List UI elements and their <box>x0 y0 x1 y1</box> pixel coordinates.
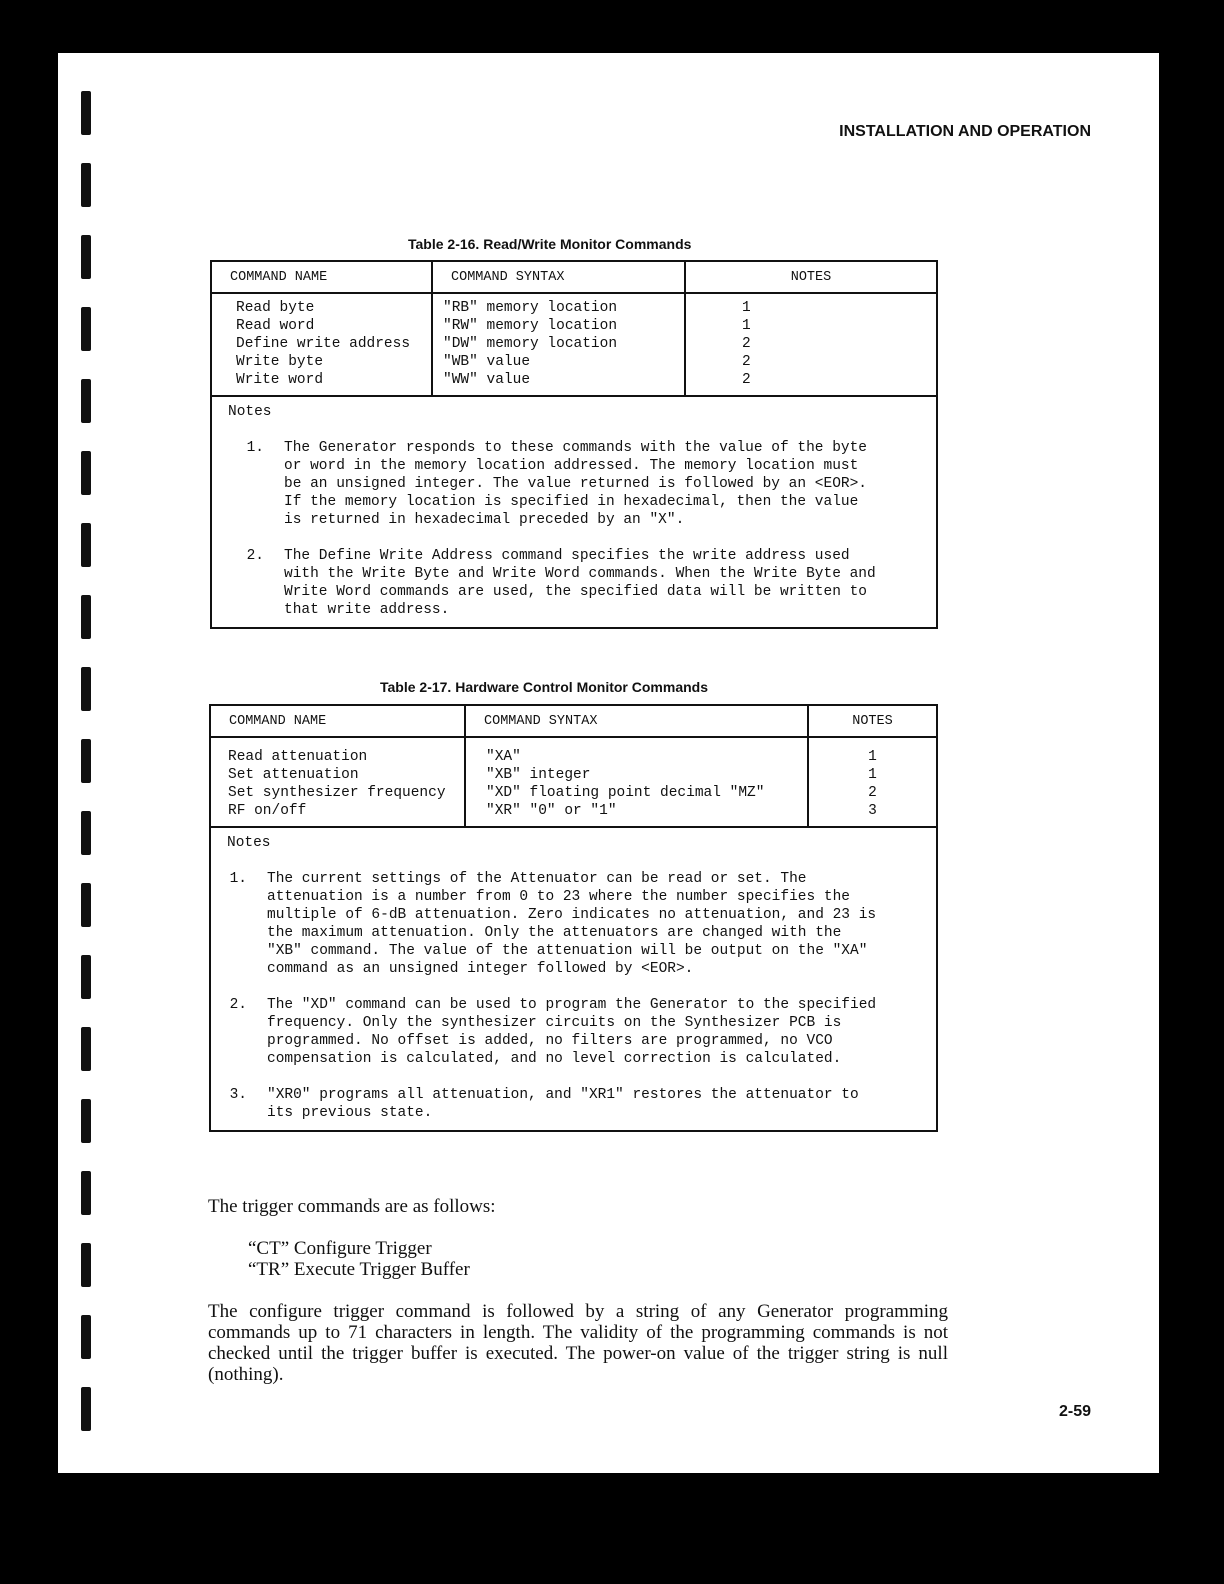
command-syntax-column <box>464 738 807 826</box>
table-cell: Write byte <box>236 354 324 370</box>
table-cell: Set synthesizer frequency <box>228 785 446 801</box>
command-name-column <box>211 738 464 826</box>
notes-title: Notes <box>228 404 272 420</box>
note-number: 2. <box>246 548 264 564</box>
note-line: be an unsigned integer. The value returned is followed by an <EOR>. <box>284 476 867 492</box>
note-line: attenuation is a number from 0 to 23 where the number specifies the <box>267 889 850 905</box>
document-page <box>58 53 1159 1473</box>
note-line: command as an unsigned integer followed by <EOR>. <box>267 961 694 977</box>
list-item: “CT” Configure Trigger <box>248 1238 432 1259</box>
table-cell: 2 <box>742 354 751 370</box>
trigger-intro: The trigger commands are as follows: <box>208 1196 496 1217</box>
binding-hole <box>81 1315 91 1359</box>
section-header: INSTALLATION AND OPERATION <box>839 123 1091 140</box>
notes-column <box>807 738 936 826</box>
binding-hole <box>81 1243 91 1287</box>
note-number: 1. <box>229 871 247 887</box>
note-line: "XR0" programs all attenuation, and "XR1" restores the attenuator to <box>267 1087 859 1103</box>
note-line: The current settings of the Attenuator can be read or set. The <box>267 871 807 887</box>
note-item <box>228 439 936 529</box>
table-cell: 2 <box>742 372 751 388</box>
table-cell: "XR" "0" or "1" <box>486 803 617 819</box>
column-header: COMMAND SYNTAX <box>431 262 684 292</box>
table-cell: "RB" memory location <box>443 300 618 316</box>
binding-hole <box>81 955 91 999</box>
binding-hole <box>81 1099 91 1143</box>
table-body <box>211 738 936 826</box>
binding-hole <box>81 1171 91 1215</box>
note-line: The Generator responds to these commands with the value of the byte <box>284 440 867 456</box>
note-line: with the Write Byte and Write Word commands. When the Write Byte and <box>284 566 876 582</box>
table-cell: 2 <box>868 785 877 801</box>
binding-hole <box>81 595 91 639</box>
binding-hole <box>81 667 91 711</box>
note-line: is returned in hexadecimal preceded by an "X". <box>284 512 685 528</box>
table-cell: Set attenuation <box>228 767 359 783</box>
binding-hole <box>81 811 91 855</box>
binding-hole <box>81 1387 91 1431</box>
table-cell: 1 <box>868 749 877 765</box>
notes-column <box>684 294 936 395</box>
binding-hole <box>81 739 91 783</box>
binding-hole <box>81 91 91 135</box>
note-line: its previous state. <box>267 1105 433 1121</box>
table-cell: Read byte <box>236 300 315 316</box>
column-header: COMMAND SYNTAX <box>464 706 807 736</box>
table-cell: Define write address <box>236 336 411 352</box>
table-cell: "WW" value <box>443 372 531 388</box>
note-item <box>228 547 936 619</box>
note-line: Write Word commands are used, the specified data will be written to <box>284 584 867 600</box>
trigger-paragraph: The configure trigger command is followed by a string of any Generator programming commands up to 71 characters in length. The validity of the programming commands is not checked until the trigger buffer is executed. The power-on value of the trigger string is null (nothing). <box>208 1301 948 1385</box>
note-number: 1. <box>246 440 264 456</box>
column-header: NOTES <box>684 262 936 292</box>
table-caption: Table 2-16. Read/Write Monitor Commands <box>408 236 692 252</box>
binding-hole <box>81 451 91 495</box>
table-cell: 1 <box>742 318 751 334</box>
note-line: The Define Write Address command specifies the write address used <box>284 548 850 564</box>
table-caption: Table 2-17. Hardware Control Monitor Commands <box>380 679 709 695</box>
command-syntax-column <box>431 294 684 395</box>
note-line: compensation is calculated, and no level correction is calculated. <box>267 1051 842 1067</box>
table-cell: "XB" integer <box>486 767 591 783</box>
binding-hole <box>81 163 91 207</box>
table-cell: RF on/off <box>228 803 307 819</box>
binding-hole <box>81 523 91 567</box>
note-line: that write address. <box>284 602 450 618</box>
table-notes <box>211 826 936 1130</box>
table-cell: 1 <box>742 300 751 316</box>
table-cell: Read attenuation <box>228 749 368 765</box>
table-cell: "WB" value <box>443 354 531 370</box>
note-number: 3. <box>229 1087 247 1103</box>
table-cell: "DW" memory location <box>443 336 618 352</box>
note-line: the maximum attenuation. Only the attenuators are changed with the <box>267 925 842 941</box>
table-cell: 2 <box>742 336 751 352</box>
binding-hole <box>81 379 91 423</box>
note-line: frequency. Only the synthesizer circuits on the Synthesizer PCB is <box>267 1015 842 1031</box>
table-cell: 3 <box>868 803 877 819</box>
command-name-column <box>212 294 431 395</box>
read-write-commands-table <box>210 260 938 629</box>
note-item <box>227 870 936 978</box>
notes-title: Notes <box>227 835 271 851</box>
note-item <box>227 1086 936 1122</box>
table-cell: Read word <box>236 318 315 334</box>
table-cell: Write word <box>236 372 324 388</box>
note-line: The "XD" command can be used to program the Generator to the specified <box>267 997 877 1013</box>
table-cell: "RW" memory location <box>443 318 618 334</box>
column-header: NOTES <box>807 706 936 736</box>
column-header: COMMAND NAME <box>229 714 327 729</box>
binding-hole <box>81 307 91 351</box>
note-line: multiple of 6-dB attenuation. Zero indicates no attenuation, and 23 is <box>267 907 877 923</box>
table-notes <box>212 395 936 627</box>
note-item <box>227 996 936 1068</box>
note-line: If the memory location is specified in hexadecimal, then the value <box>284 494 859 510</box>
list-item: “TR” Execute Trigger Buffer <box>248 1259 470 1280</box>
table-header-row <box>211 706 936 738</box>
note-line: "XB" command. The value of the attenuation will be output on the "XA" <box>267 943 868 959</box>
column-header: COMMAND NAME <box>230 270 328 285</box>
table-header-row <box>212 262 936 294</box>
note-number: 2. <box>229 997 247 1013</box>
binding-hole <box>81 1027 91 1071</box>
binding-hole <box>81 883 91 927</box>
binding-holes <box>58 53 98 1473</box>
binding-hole <box>81 235 91 279</box>
hardware-control-commands-table <box>209 704 938 1132</box>
table-cell: 1 <box>868 767 877 783</box>
note-line: or word in the memory location addressed. The memory location must <box>284 458 859 474</box>
page-number: 2-59 <box>1058 1403 1091 1420</box>
trigger-command-list <box>248 1238 988 1280</box>
table-body <box>212 294 936 395</box>
table-cell: "XD" floating point decimal "MZ" <box>486 785 765 801</box>
table-cell: "XA" <box>486 749 521 765</box>
note-line: programmed. No offset is added, no filters are programmed, no VCO <box>267 1033 833 1049</box>
